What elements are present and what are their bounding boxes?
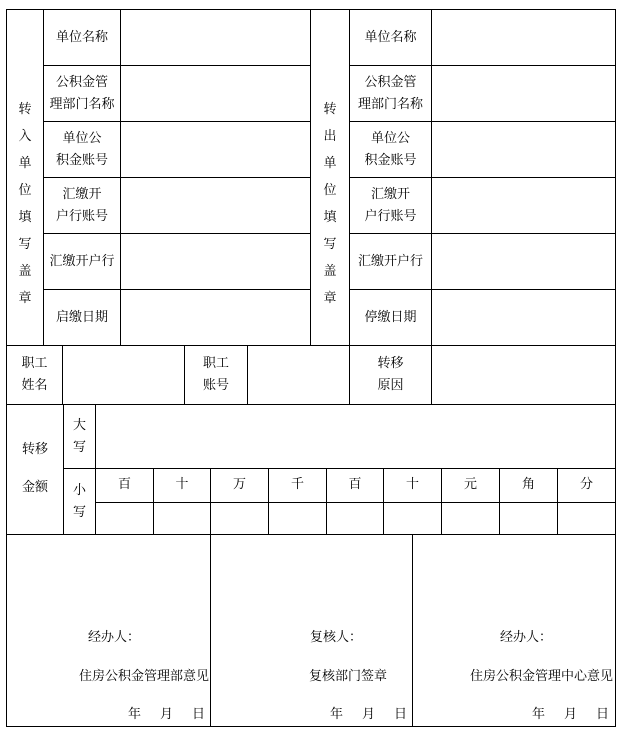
- employee-name-label: 职工 姓名: [21, 356, 48, 393]
- digit-header-hundred-wan: 百: [117, 477, 131, 492]
- signature-1-handler: 经办人：: [88, 630, 141, 645]
- digit-cell-hundred-wan[interactable]: [96, 503, 153, 534]
- transfer-in-bank-account-field[interactable]: [121, 178, 310, 233]
- digit-cell-wan[interactable]: [211, 503, 268, 534]
- amount-upper-field[interactable]: [96, 405, 615, 468]
- signature-3-handler: 经办人：: [500, 630, 553, 645]
- transfer-in-bank-label: 汇缴开户行: [49, 253, 115, 269]
- digit-cell-fen[interactable]: [558, 503, 615, 534]
- signature-1-day: 日: [192, 707, 206, 722]
- transfer-reason-label: 转移 原因: [377, 356, 404, 393]
- signature-2-month: 月: [362, 707, 376, 722]
- transfer-out-unit-name-label: 单位名称: [364, 29, 417, 45]
- signature-3-day: 日: [596, 707, 610, 722]
- signature-1-opinion: 住房公积金管理部意见: [79, 669, 210, 684]
- signature-3-month: 月: [564, 707, 578, 722]
- signature-2-opinion: 复核部门签章: [309, 669, 388, 684]
- transfer-out-stop-date-field[interactable]: [432, 290, 615, 345]
- employee-name-field[interactable]: [63, 346, 184, 404]
- signature-2-handler: 复核人：: [310, 630, 363, 645]
- signature-2-year: 年: [330, 707, 344, 722]
- transfer-out-bank-account-label: 汇缴开 户行账号: [364, 186, 417, 224]
- amount-upper-label: 大 写: [72, 417, 86, 455]
- amount-label-line2: 金额: [21, 480, 48, 495]
- digit-cell-hundred[interactable]: [327, 503, 383, 534]
- employee-account-label: 职工 账号: [202, 356, 229, 393]
- signature-2-day: 日: [394, 707, 408, 722]
- digit-header-thousand: 千: [290, 477, 304, 492]
- transfer-in-start-date-label: 启缴日期: [55, 309, 108, 325]
- amount-label-line1: 转移: [21, 442, 48, 457]
- digit-header-hundred: 百: [348, 477, 362, 492]
- transfer-out-bank-account-field[interactable]: [432, 178, 615, 233]
- transfer-out-bank-field[interactable]: [432, 234, 615, 289]
- digit-header-ten-wan: 十: [175, 477, 189, 492]
- digit-header-fen: 分: [579, 477, 593, 492]
- digit-header-yuan: 元: [463, 477, 477, 492]
- transfer-in-fund-dept-label: 公积金管 理部门名称: [49, 74, 115, 112]
- digit-header-ten: 十: [405, 477, 419, 492]
- transfer-out-bank-label: 汇缴开户行: [357, 253, 423, 269]
- transfer-in-fund-dept-field[interactable]: [121, 66, 310, 121]
- digit-cell-thousand[interactable]: [269, 503, 326, 534]
- transfer-out-fund-dept-label: 公积金管 理部门名称: [357, 74, 423, 112]
- transfer-in-bank-field[interactable]: [121, 234, 310, 289]
- transfer-out-fund-account-field[interactable]: [432, 122, 615, 177]
- signature-3-year: 年: [532, 707, 546, 722]
- transfer-out-fund-dept-field[interactable]: [432, 66, 615, 121]
- digit-cell-ten[interactable]: [384, 503, 441, 534]
- transfer-out-unit-name-field[interactable]: [432, 10, 615, 65]
- signature-1-year: 年: [128, 707, 142, 722]
- employee-account-field[interactable]: [248, 346, 349, 404]
- signature-3-opinion: 住房公积金管理中心意见: [470, 669, 614, 684]
- digit-header-jiao: 角: [521, 477, 535, 492]
- transfer-in-fund-account-label: 单位公 积金账号: [55, 130, 108, 168]
- transfer-out-fund-account-label: 单位公 积金账号: [364, 130, 417, 168]
- digit-header-wan: 万: [232, 477, 246, 492]
- transfer-in-unit-name-label: 单位名称: [55, 29, 108, 45]
- digit-cell-yuan[interactable]: [442, 503, 499, 534]
- transfer-in-start-date-field[interactable]: [121, 290, 310, 345]
- digit-cell-jiao[interactable]: [500, 503, 557, 534]
- digit-cell-ten-wan[interactable]: [154, 503, 210, 534]
- amount-lower-label: 小 写: [72, 482, 86, 520]
- signature-1-month: 月: [160, 707, 174, 722]
- transfer-out-stop-date-label: 停缴日期: [364, 309, 417, 325]
- transfer-out-side-label: 转出单位填写盖章: [323, 102, 337, 306]
- transfer-in-side-label: 转入单位填写盖章: [18, 102, 32, 306]
- transfer-reason-field[interactable]: [432, 346, 615, 404]
- transfer-in-unit-name-field[interactable]: [121, 10, 310, 65]
- transfer-in-fund-account-field[interactable]: [121, 122, 310, 177]
- transfer-in-bank-account-label: 汇缴开 户行账号: [55, 186, 108, 224]
